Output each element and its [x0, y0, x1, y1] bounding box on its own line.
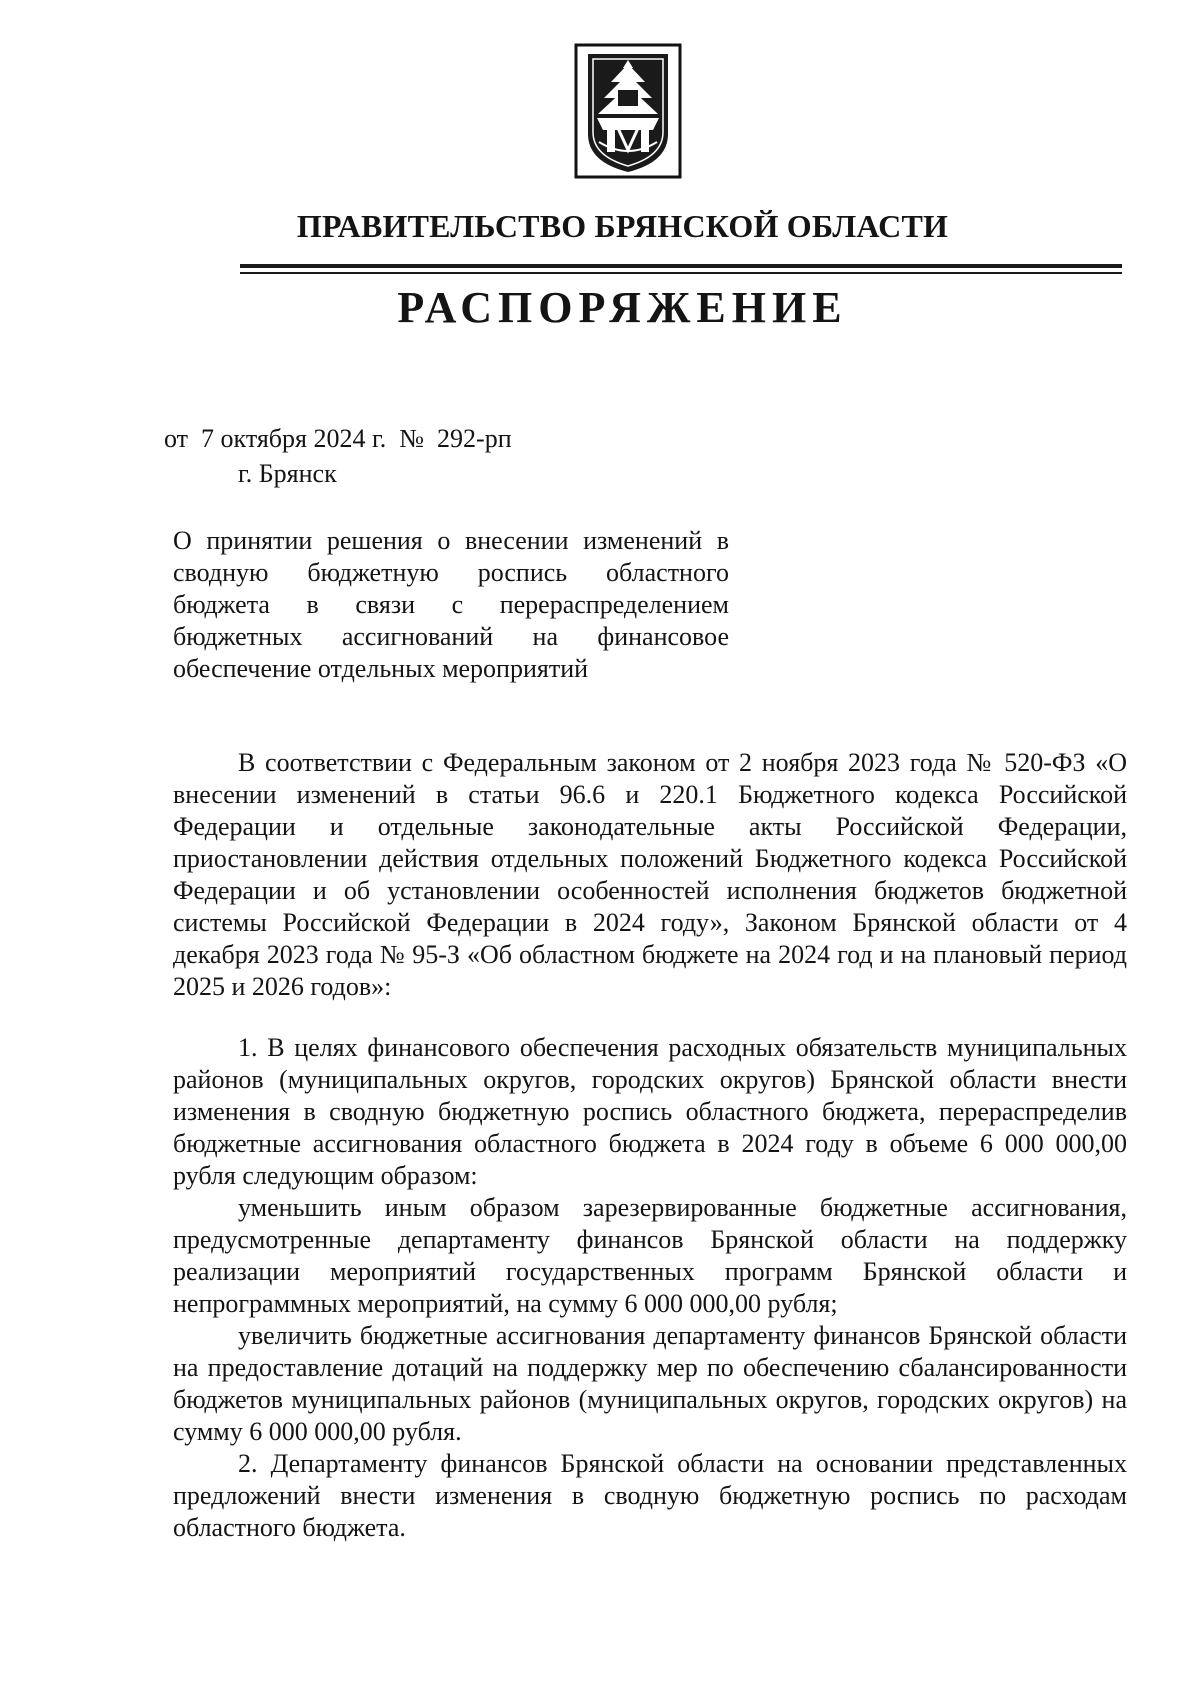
item-1-increase-paragraph: увеличить бюджетные ассигнования департаменту финансов Брянской области на предоставление дотаций на поддержку мер по обеспечению сбалансированности бюджетов муниципальных районов (муниципальных округов, городских округов) на сумму 6 000 000,00 рубля. — [173, 1321, 1127, 1446]
preamble-paragraph: В соответствии с Федеральным законом от 2 ноября 2023 года № 520-ФЗ «О внесении изменений в статьи 96.6 и 220.1 Бюджетного кодекса Российской Федерации и отдельные законодательные акты Российской Федерации, приостановлении действия отдельных положений Бюджетного кодекса Российской Федерации и об установлении особенностей исполнения бюджетов бюджетной системы Российской Федерации в 2024 году», Законом Брянской области от 4 декабря 2023 года № 95-З «Об областном бюджете на 2024 год и на плановый период 2025 и 2026 годов»: — [173, 748, 1127, 1001]
document-city: г. Брянск — [238, 459, 337, 488]
item-1-paragraph: 1. В целях финансового обеспечения расходных обязательств муниципальных районов (муниципальных округов, городских округов) Брянской области внести изменения в сводную бюджетную роспись областного бюджета, перераспределив бюджетные ассигнования областного бюджета в 2024 году в объеме 6 000 000,00 рубля следующим образом: — [173, 1033, 1127, 1190]
document-body — [173, 747, 1127, 1544]
date-number-line — [164, 424, 512, 454]
document-subject: О принятии решения о внесении изменений в сводную бюджетную роспись областного бюджета в связи с перераспределением бюджетных ассигнований на финансовое обеспечение отдельных мероприятий — [173, 526, 729, 683]
item-2-paragraph: 2. Департаменту финансов Брянской области на основании представленных предложений внести изменения в сводную бюджетную роспись по расходам областного бюджета. — [173, 1449, 1127, 1542]
number-sign: № — [399, 424, 425, 453]
document-date: 7 октября 2024 г. — [201, 424, 387, 453]
government-title: ПРАВИТЕЛЬСТВО БРЯНСКОЙ ОБЛАСТИ — [296, 208, 949, 244]
date-prefix: от — [164, 424, 189, 453]
item-1-decrease-paragraph: уменьшить иным образом зарезервированные бюджетные ассигнования, предусмотренные департаменту финансов Брянской области на поддержку реализации мероприятий государственных программ Брянской области и непрограммных мероприятий, на сумму 6 000 000,00 рубля; — [173, 1193, 1127, 1318]
document-type-title: РАСПОРЯЖЕНИЕ — [397, 283, 848, 332]
header-rule-thick — [240, 264, 1122, 268]
header-rule-thin — [240, 272, 1122, 274]
coat-of-arms-icon — [573, 42, 683, 180]
document-number: 292-рп — [437, 424, 512, 453]
